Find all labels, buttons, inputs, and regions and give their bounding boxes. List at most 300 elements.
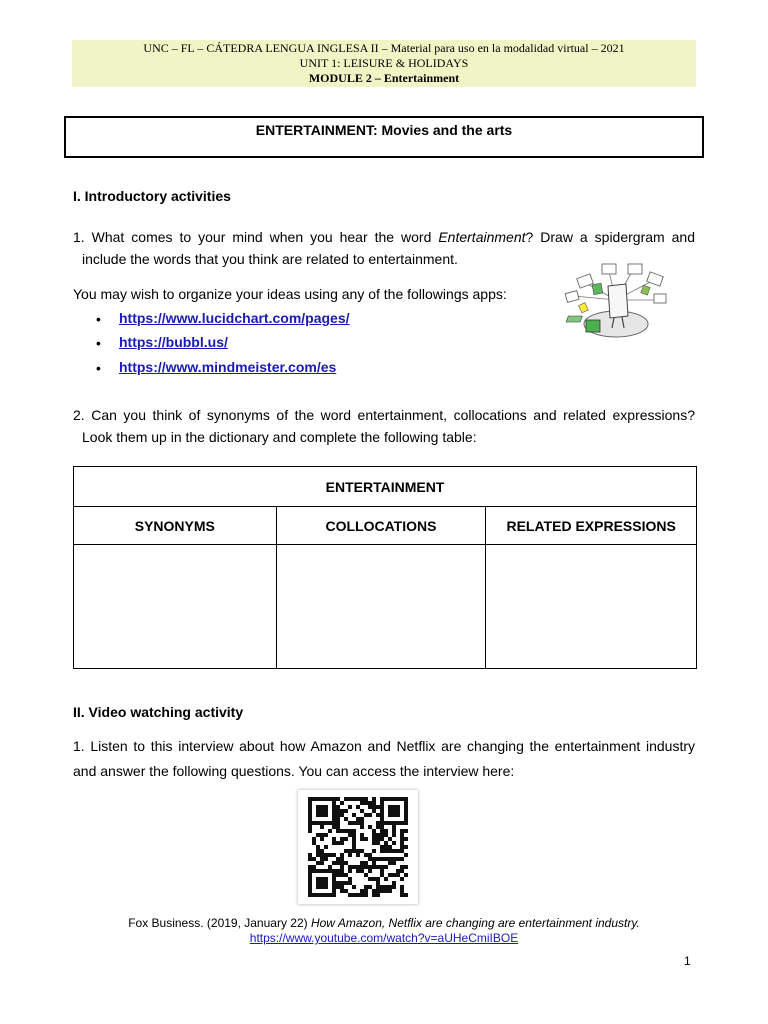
- qr-module: [320, 797, 324, 801]
- qr-module: [388, 813, 392, 817]
- page-number: 1: [684, 954, 691, 968]
- qr-module: [372, 809, 376, 813]
- qr-module: [380, 809, 384, 813]
- qr-module: [352, 813, 356, 817]
- qr-module: [320, 849, 324, 853]
- qr-module: [336, 797, 340, 801]
- header-line-1: UNC – FL – CÁTEDRA LENGUA INGLESA II – Material para uso en la modalidad virtual – 2021: [143, 41, 625, 55]
- qr-module: [384, 857, 388, 861]
- qr-module: [364, 853, 368, 857]
- question-1-keyword: Entertainment: [438, 229, 526, 245]
- qr-module: [400, 821, 404, 825]
- qr-module: [344, 837, 348, 841]
- qr-module: [340, 841, 344, 845]
- qr-module: [332, 869, 336, 873]
- qr-module: [392, 841, 396, 845]
- qr-module: [316, 893, 320, 897]
- qr-module: [352, 821, 356, 825]
- qr-module: [316, 869, 320, 873]
- qr-module: [380, 825, 384, 829]
- qr-module: [392, 805, 396, 809]
- qr-module: [372, 865, 376, 869]
- qr-module: [316, 813, 320, 817]
- qr-module: [320, 881, 324, 885]
- link-bubbl[interactable]: https://bubbl.us/: [119, 334, 228, 350]
- qr-module: [316, 849, 320, 853]
- qr-module: [404, 845, 408, 849]
- qr-module: [392, 809, 396, 813]
- qr-module: [380, 821, 384, 825]
- section-1-heading: I. Introductory activities: [73, 188, 231, 204]
- qr-module: [352, 865, 356, 869]
- qr-module: [372, 829, 376, 833]
- qr-module: [384, 885, 388, 889]
- qr-module: [384, 845, 388, 849]
- qr-module: [400, 845, 404, 849]
- qr-module: [312, 865, 316, 869]
- qr-module: [364, 873, 368, 877]
- qr-module: [400, 857, 404, 861]
- qr-module: [368, 885, 372, 889]
- qr-module: [324, 853, 328, 857]
- citation-prefix: Fox Business. (2019, January 22): [128, 916, 311, 930]
- qr-module: [404, 829, 408, 833]
- qr-module: [388, 849, 392, 853]
- qr-module: [368, 813, 372, 817]
- qr-module: [392, 797, 396, 801]
- qr-module: [376, 825, 380, 829]
- qr-module: [384, 829, 388, 833]
- qr-module: [316, 805, 320, 809]
- qr-module: [400, 849, 404, 853]
- qr-module: [388, 889, 392, 893]
- qr-module: [352, 841, 356, 845]
- qr-module: [384, 865, 388, 869]
- header-line-2: UNIT 1: LEISURE & HOLIDAYS: [299, 56, 469, 70]
- qr-module: [324, 805, 328, 809]
- qr-module: [380, 857, 384, 861]
- qr-module: [332, 837, 336, 841]
- qr-module: [332, 893, 336, 897]
- qr-module: [344, 797, 348, 801]
- qr-module: [388, 821, 392, 825]
- qr-module: [364, 797, 368, 801]
- qr-module: [332, 853, 336, 857]
- qr-module: [340, 861, 344, 865]
- qr-module: [308, 873, 312, 877]
- qr-module: [388, 885, 392, 889]
- qr-module: [336, 813, 340, 817]
- qr-module: [308, 877, 312, 881]
- qr-module: [372, 837, 376, 841]
- qr-module: [348, 893, 352, 897]
- qr-module: [404, 865, 408, 869]
- qr-module: [380, 833, 384, 837]
- qr-module: [320, 833, 324, 837]
- qr-module: [340, 853, 344, 857]
- qr-module: [364, 813, 368, 817]
- qr-module: [396, 849, 400, 853]
- qr-module: [368, 865, 372, 869]
- qr-module: [344, 889, 348, 893]
- qr-module: [348, 805, 352, 809]
- qr-module: [376, 813, 380, 817]
- qr-module: [400, 889, 404, 893]
- qr-module: [336, 821, 340, 825]
- qr-module: [404, 821, 408, 825]
- qr-module: [384, 849, 388, 853]
- qr-module: [328, 829, 332, 833]
- qr-module: [392, 881, 396, 885]
- qr-module: [308, 853, 312, 857]
- qr-module: [312, 837, 316, 841]
- qr-module: [404, 873, 408, 877]
- qr-module: [320, 825, 324, 829]
- qr-module: [316, 833, 320, 837]
- qr-module: [340, 873, 344, 877]
- qr-module: [332, 885, 336, 889]
- qr-module: [404, 801, 408, 805]
- qr-module: [356, 853, 360, 857]
- qr-module: [356, 849, 360, 853]
- qr-module: [404, 809, 408, 813]
- qr-module: [320, 805, 324, 809]
- qr-module: [320, 861, 324, 865]
- qr-module: [336, 825, 340, 829]
- column-header-synonyms: SYNONYMS: [74, 507, 277, 545]
- qr-module: [348, 797, 352, 801]
- qr-module: [360, 861, 364, 865]
- qr-module: [336, 857, 340, 861]
- qr-module: [376, 837, 380, 841]
- citation-url-link[interactable]: https://www.youtube.com/watch?v=aUHeCmiIBOE: [249, 931, 519, 945]
- qr-module: [352, 797, 356, 801]
- qr-module: [360, 825, 364, 829]
- qr-module: [316, 853, 320, 857]
- qr-module: [340, 801, 344, 805]
- qr-module: [380, 845, 384, 849]
- qr-module: [376, 889, 380, 893]
- qr-module: [328, 893, 332, 897]
- qr-module: [400, 893, 404, 897]
- qr-module: [392, 813, 396, 817]
- qr-module: [336, 873, 340, 877]
- qr-module: [324, 881, 328, 885]
- qr-module: [372, 833, 376, 837]
- qr-module: [316, 809, 320, 813]
- qr-module: [344, 861, 348, 865]
- qr-module: [376, 805, 380, 809]
- qr-module: [308, 797, 312, 801]
- qr-module: [388, 861, 392, 865]
- qr-module: [364, 885, 368, 889]
- qr-module: [332, 805, 336, 809]
- qr-module: [332, 873, 336, 877]
- qr-module: [324, 885, 328, 889]
- qr-module: [360, 865, 364, 869]
- qr-module: [336, 869, 340, 873]
- qr-module: [364, 837, 368, 841]
- qr-module: [324, 809, 328, 813]
- qr-module: [324, 845, 328, 849]
- question-2-line-1: 2. Can you think of synonyms of the word entertainment, collocations and related expressions?: [73, 407, 695, 423]
- qr-module: [404, 893, 408, 897]
- qr-module: [328, 869, 332, 873]
- qr-module: [356, 869, 360, 873]
- qr-module: [332, 841, 336, 845]
- question-2-line-2: Look them up in the dictionary and complete the following table:: [82, 429, 477, 445]
- qr-module: [344, 873, 348, 877]
- qr-module: [316, 861, 320, 865]
- qr-module: [352, 893, 356, 897]
- qr-module: [380, 797, 384, 801]
- qr-module: [388, 809, 392, 813]
- qr-module: [400, 841, 404, 845]
- qr-module: [312, 869, 316, 873]
- qr-module: [360, 801, 364, 805]
- header-line-3: MODULE 2 – Entertainment: [308, 71, 460, 85]
- qr-module: [356, 805, 360, 809]
- qr-module: [344, 881, 348, 885]
- qr-module: [340, 865, 344, 869]
- column-header-collocations: COLLOCATIONS: [276, 507, 486, 545]
- qr-module: [360, 833, 364, 837]
- link-mindmeister[interactable]: https://www.mindmeister.com/es: [119, 359, 337, 375]
- qr-module: [316, 877, 320, 881]
- qr-module: [380, 869, 384, 873]
- qr-module: [392, 825, 396, 829]
- qr-module: [380, 873, 384, 877]
- qr-module: [400, 869, 404, 873]
- qr-module: [308, 857, 312, 861]
- qr-module: [380, 813, 384, 817]
- qr-module: [336, 817, 340, 821]
- qr-module: [308, 869, 312, 873]
- qr-module: [324, 797, 328, 801]
- qr-module: [324, 833, 328, 837]
- qr-module: [320, 885, 324, 889]
- qr-module: [352, 849, 356, 853]
- qr-module: [400, 837, 404, 841]
- qr-module: [392, 861, 396, 865]
- qr-module: [348, 869, 352, 873]
- qr-module: [400, 877, 404, 881]
- qr-module: [380, 805, 384, 809]
- qr-module: [380, 829, 384, 833]
- qr-module: [340, 829, 344, 833]
- qr-module: [376, 857, 380, 861]
- qr-module: [344, 817, 348, 821]
- qr-module: [332, 881, 336, 885]
- qr-module: [396, 869, 400, 873]
- qr-module: [372, 841, 376, 845]
- qr-module: [364, 801, 368, 805]
- qr-module: [340, 813, 344, 817]
- qr-module: [356, 821, 360, 825]
- qr-module: [332, 825, 336, 829]
- qr-module: [308, 889, 312, 893]
- qr-module: [340, 889, 344, 893]
- qr-module: [320, 813, 324, 817]
- qr-code-icon[interactable]: [298, 790, 418, 904]
- qr-module: [324, 877, 328, 881]
- qr-module: [320, 857, 324, 861]
- link-lucidchart[interactable]: https://www.lucidchart.com/pages/: [119, 310, 350, 326]
- question-1-line-2: include the words that you think are related to entertainment.: [82, 251, 458, 267]
- qr-module: [360, 837, 364, 841]
- qr-module: [368, 857, 372, 861]
- qr-module: [360, 797, 364, 801]
- qr-module: [320, 837, 324, 841]
- qr-module: [404, 805, 408, 809]
- document-title: ENTERTAINMENT: Movies and the arts: [255, 122, 513, 138]
- qr-module: [360, 817, 364, 821]
- qr-module: [380, 801, 384, 805]
- qr-module: [336, 881, 340, 885]
- qr-module: [332, 877, 336, 881]
- qr-module: [396, 813, 400, 817]
- bullet-3-icon: •: [96, 360, 101, 376]
- qr-module: [392, 829, 396, 833]
- qr-module: [308, 809, 312, 813]
- qr-module: [380, 889, 384, 893]
- qr-module: [340, 869, 344, 873]
- qr-module: [308, 893, 312, 897]
- question-1-text: 1. What comes to your mind when you hear the word: [73, 229, 439, 245]
- qr-module: [340, 809, 344, 813]
- qr-module: [388, 805, 392, 809]
- qr-module: [388, 857, 392, 861]
- qr-module: [368, 869, 372, 873]
- qr-module: [372, 889, 376, 893]
- qr-module: [336, 861, 340, 865]
- qr-module: [348, 833, 352, 837]
- qr-module: [364, 889, 368, 893]
- qr-module: [372, 861, 376, 865]
- qr-module: [320, 877, 324, 881]
- qr-module: [380, 817, 384, 821]
- qr-module: [340, 857, 344, 861]
- qr-module: [336, 829, 340, 833]
- qr-module: [360, 849, 364, 853]
- qr-module: [356, 817, 360, 821]
- qr-module: [316, 885, 320, 889]
- qr-module: [308, 813, 312, 817]
- qr-module: [360, 893, 364, 897]
- qr-module: [392, 849, 396, 853]
- qr-module: [352, 885, 356, 889]
- qr-module: [320, 809, 324, 813]
- qr-module: [316, 881, 320, 885]
- qr-module: [348, 829, 352, 833]
- qr-module: [312, 857, 316, 861]
- related-expressions-answer-cell[interactable]: [486, 545, 697, 669]
- qr-module: [324, 813, 328, 817]
- qr-module: [372, 893, 376, 897]
- qr-module: [380, 865, 384, 869]
- qr-module: [316, 797, 320, 801]
- qr-module: [308, 821, 312, 825]
- qr-module: [340, 837, 344, 841]
- qr-module: [348, 877, 352, 881]
- qr-module: [312, 821, 316, 825]
- qr-module: [308, 865, 312, 869]
- qr-module: [392, 821, 396, 825]
- qr-module: [308, 829, 312, 833]
- spidergram-illustration: [560, 262, 670, 344]
- qr-module: [376, 877, 380, 881]
- qr-module: [312, 797, 316, 801]
- qr-module: [348, 865, 352, 869]
- qr-module: [396, 797, 400, 801]
- qr-module: [340, 881, 344, 885]
- qr-module: [308, 881, 312, 885]
- citation-url-line: [0, 931, 768, 945]
- qr-module: [320, 893, 324, 897]
- qr-module: [328, 865, 332, 869]
- qr-module: [388, 845, 392, 849]
- synonyms-answer-cell[interactable]: [74, 545, 277, 669]
- qr-module: [372, 877, 376, 881]
- qr-module: [360, 821, 364, 825]
- qr-module: [396, 805, 400, 809]
- qr-module: [308, 817, 312, 821]
- qr-module: [364, 865, 368, 869]
- qr-module: [388, 797, 392, 801]
- entertainment-table: [73, 466, 697, 669]
- question-1-line-1: [73, 226, 695, 248]
- qr-module: [364, 861, 368, 865]
- qr-module: [404, 813, 408, 817]
- qr-module: [392, 833, 396, 837]
- qr-module: [332, 801, 336, 805]
- qr-module: [376, 885, 380, 889]
- qr-module: [360, 809, 364, 813]
- qr-module: [356, 893, 360, 897]
- qr-module: [376, 841, 380, 845]
- qr-module: [352, 833, 356, 837]
- qr-module: [344, 809, 348, 813]
- qr-module: [384, 797, 388, 801]
- qr-module: [376, 893, 380, 897]
- qr-module: [332, 889, 336, 893]
- qr-module: [400, 797, 404, 801]
- qr-module: [348, 821, 352, 825]
- qr-module: [400, 829, 404, 833]
- qr-module: [368, 877, 372, 881]
- qr-module: [388, 873, 392, 877]
- qr-module: [368, 853, 372, 857]
- bullet-2-icon: •: [96, 335, 101, 351]
- table-title: ENTERTAINMENT: [74, 467, 697, 507]
- qr-module: [324, 893, 328, 897]
- qr-module: [380, 837, 384, 841]
- qr-module: [404, 817, 408, 821]
- qr-module: [368, 825, 372, 829]
- qr-module: [320, 869, 324, 873]
- qr-module: [368, 801, 372, 805]
- qr-module: [372, 801, 376, 805]
- qr-module: [332, 809, 336, 813]
- collocations-answer-cell[interactable]: [276, 545, 486, 669]
- qr-module: [332, 817, 336, 821]
- qr-module: [384, 877, 388, 881]
- section-2-heading: II. Video watching activity: [73, 704, 244, 720]
- qr-module: [308, 825, 312, 829]
- qr-module: [372, 805, 376, 809]
- qr-module: [328, 821, 332, 825]
- course-header: [72, 40, 696, 87]
